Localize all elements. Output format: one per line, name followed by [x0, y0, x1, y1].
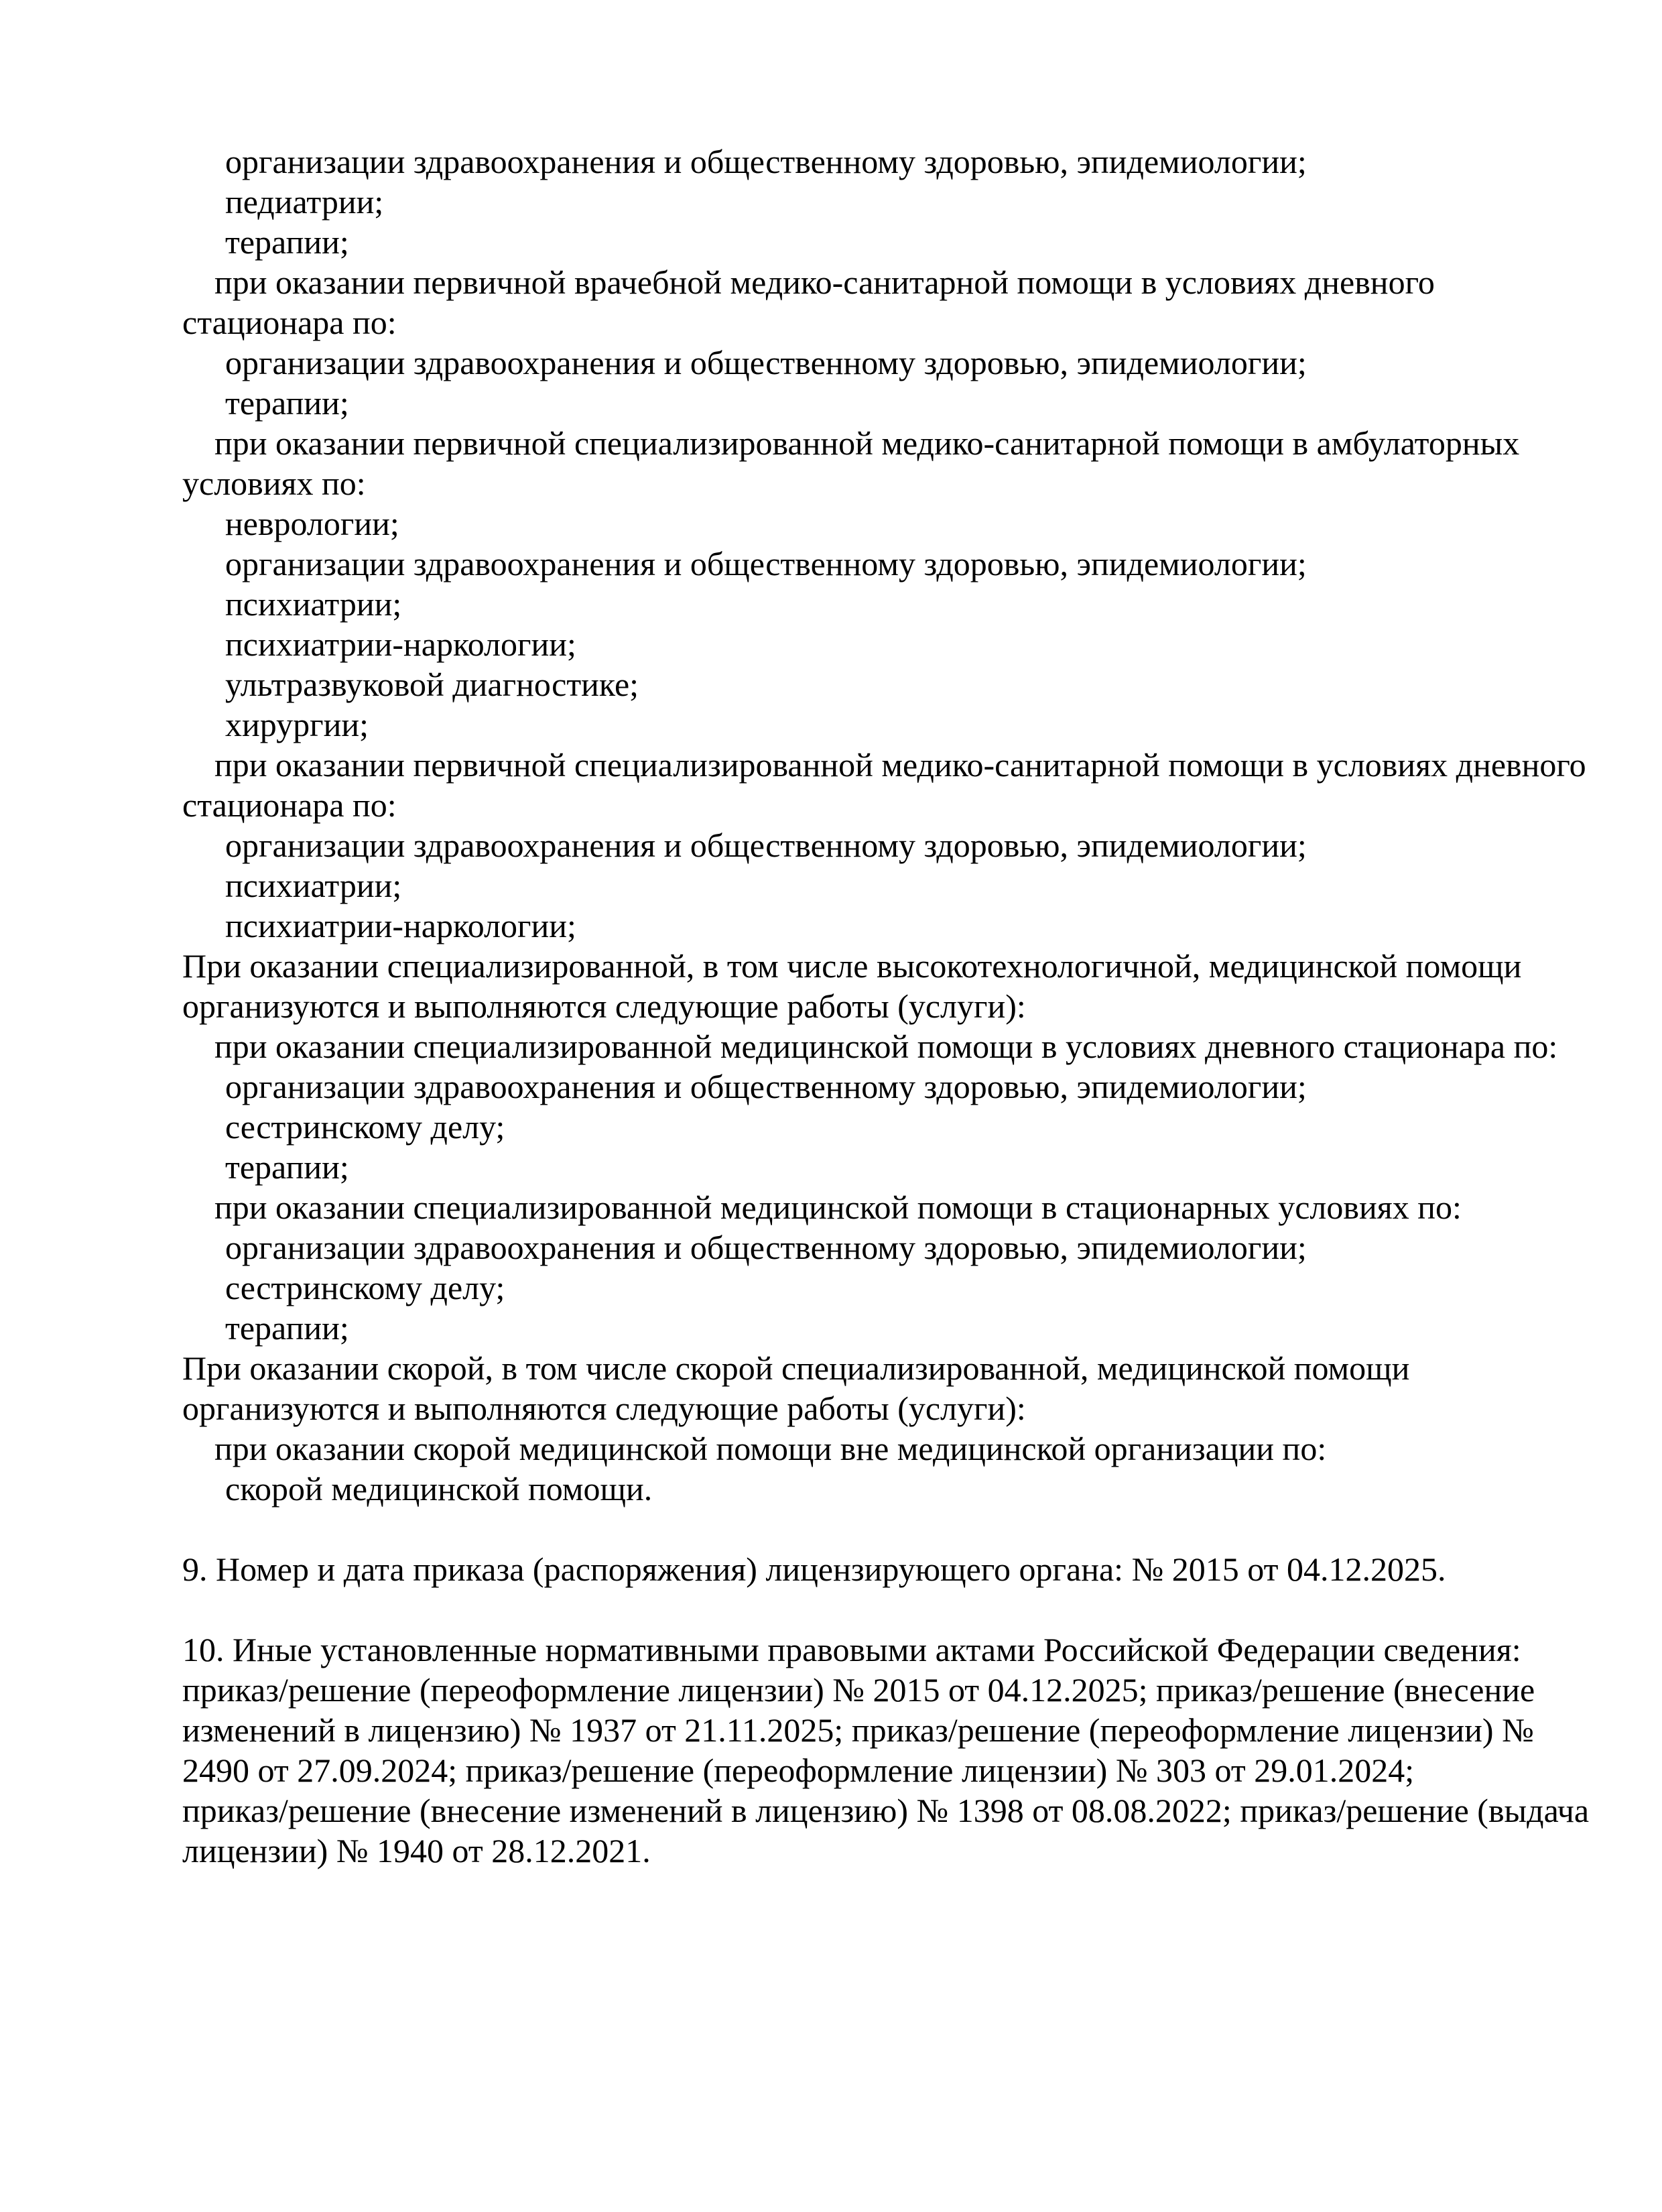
text-line: при оказании первичной специализированной медико-санитарной помощи в условиях дневного — [214, 746, 1586, 784]
text-line: приказ/решение (внесение изменений в лицензию) № 1398 от 08.08.2022; приказ/решение (выдача — [182, 1792, 1590, 1829]
text-line: изменений в лицензию) № 1937 от 21.11.2025; приказ/решение (переоформление лицензии) № — [182, 1711, 1534, 1749]
text-line: терапии; — [225, 223, 349, 261]
text-line: терапии; — [225, 1309, 349, 1347]
text-line: организации здравоохранения и общественному здоровью, эпидемиологии; — [225, 1068, 1307, 1105]
text-line — [182, 1509, 1571, 1549]
text-line: При оказании специализированной, в том числе высокотехнологичной, медицинской помощи — [182, 947, 1522, 985]
text-line: стационара по: — [182, 786, 397, 824]
text-line: хирургии; — [225, 706, 369, 743]
text-line — [182, 1589, 1571, 1630]
text-line: скорой медицинской помощи. — [225, 1470, 653, 1508]
text-line: При оказании скорой, в том числе скорой специализированной, медицинской помощи — [182, 1349, 1410, 1387]
text-line: психиатрии-наркологии; — [225, 625, 576, 663]
text-line: 2490 от 27.09.2024; приказ/решение (переоформление лицензии) № 303 от 29.01.2024; — [182, 1752, 1415, 1789]
text-line: при оказании скорой медицинской помощи вне медицинской организации по: — [214, 1430, 1327, 1467]
text-line: организуются и выполняются следующие работы (услуги): — [182, 987, 1026, 1025]
document-body — [182, 141, 1590, 1871]
text-line: психиатрии; — [225, 585, 402, 623]
text-line: организации здравоохранения и общественному здоровью, эпидемиологии; — [225, 826, 1307, 864]
text-line: при оказании специализированной медицинской помощи в условиях дневного стационара по: — [214, 1028, 1558, 1065]
text-line: психиатрии; — [225, 867, 402, 904]
text-line: сестринскому делу; — [225, 1269, 505, 1306]
text-line: условиях по: — [182, 465, 366, 502]
text-line: ультразвуковой диагностике; — [225, 666, 639, 703]
text-line: приказ/решение (переоформление лицензии) № 2015 от 04.12.2025; приказ/решение (внесение — [182, 1671, 1535, 1709]
text-line: организуются и выполняются следующие работы (услуги): — [182, 1390, 1026, 1427]
text-line: при оказании специализированной медицинской помощи в стационарных условиях по: — [214, 1188, 1462, 1226]
text-line: сестринскому делу; — [225, 1108, 505, 1146]
text-line: при оказании первичной специализированной медико-санитарной помощи в амбулаторных — [214, 424, 1520, 462]
text-line: педиатрии; — [225, 183, 384, 221]
text-line: 9. Номер и дата приказа (распоряжения) лицензирующего органа: № 2015 от 04.12.2025. — [182, 1550, 1446, 1588]
text-line: 10. Иные установленные нормативными правовыми актами Российской Федерации сведения: — [182, 1631, 1521, 1668]
text-line: психиатрии-наркологии; — [225, 907, 576, 944]
text-line: организации здравоохранения и общественному здоровью, эпидемиологии; — [225, 344, 1307, 381]
text-line: лицензии) № 1940 от 28.12.2021. — [182, 1832, 651, 1869]
text-line: организации здравоохранения и общественному здоровью, эпидемиологии; — [225, 1229, 1307, 1266]
text-line: терапии; — [225, 1148, 349, 1186]
text-line: стационара по: — [182, 304, 397, 341]
text-line: неврологии; — [225, 505, 399, 542]
text-line: терапии; — [225, 384, 349, 422]
text-line: организации здравоохранения и общественному здоровью, эпидемиологии; — [225, 545, 1307, 582]
text-line: организации здравоохранения и общественному здоровью, эпидемиологии; — [225, 143, 1307, 180]
text-line: при оказании первичной врачебной медико-санитарной помощи в условиях дневного — [214, 263, 1435, 301]
